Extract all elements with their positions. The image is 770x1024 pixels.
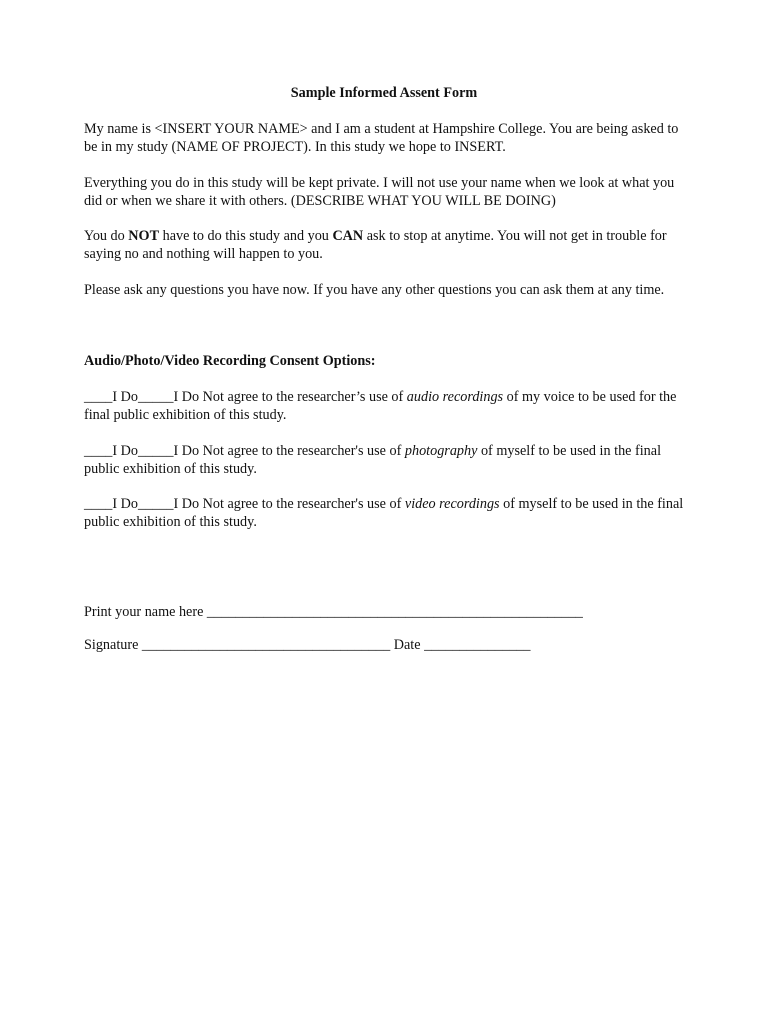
option-text: of myself to be used in the final public exhibition of this study. <box>84 496 684 530</box>
can-emphasis: CAN <box>332 228 364 244</box>
signature-date-line <box>84 636 684 654</box>
spacer <box>84 316 684 352</box>
signature-field: Signature ___________________________________ <box>84 636 391 653</box>
consent-option-video <box>84 495 684 531</box>
print-name-line: Print your name here _____________________________________________________ <box>84 603 583 620</box>
intro-paragraph-1: My name is <INSERT YOUR NAME> and I am a student at Hampshire College. You are being asked to be in my study (NAME OF PROJECT). In this study we hope to INSERT. <box>84 121 679 155</box>
option-text: ____I Do_____I Do Not agree to the researcher's use of <box>84 496 405 512</box>
voluntary-text-3: ask to stop at anytime. You will not get in trouble for saying no and nothing will happen to you. <box>84 228 667 262</box>
privacy-paragraph: Everything you do in this study will be kept private. I will not use your name when we look at what you did or when we share it with others. (DESCRIBE WHAT YOU WILL BE DOING) <box>84 174 675 209</box>
option-text: of myself to be used in the final public exhibition of this study. <box>84 442 662 477</box>
option-emphasis: video recordings <box>404 496 500 512</box>
option-emphasis: audio recordings <box>406 389 504 405</box>
option-emphasis: photography <box>404 442 478 459</box>
option-text: of my voice to be used for the final public exhibition of this study. <box>84 389 677 423</box>
voluntary-text-1: You do <box>84 228 129 244</box>
voluntary-text-2: have to do this study and you <box>159 228 333 244</box>
consent-option-photo <box>84 442 684 478</box>
not-emphasis: NOT <box>128 228 160 244</box>
form-title: Sample Informed Assent Form <box>290 85 478 101</box>
consent-heading: Audio/Photo/Video Recording Consent Options: <box>84 353 376 369</box>
option-text: ____I Do_____I Do Not agree to the researcher’s use of <box>84 389 407 405</box>
voluntary-paragraph <box>84 227 684 263</box>
consent-option-audio <box>84 388 684 424</box>
document-page <box>84 84 684 669</box>
questions-paragraph: Please ask any questions you have now. If you have any other questions you can ask them at any time. <box>84 281 665 298</box>
option-text: ____I Do_____I Do Not agree to the researcher's use of <box>84 442 405 459</box>
spacer <box>84 549 684 603</box>
date-field: Date _______________ <box>390 636 531 653</box>
